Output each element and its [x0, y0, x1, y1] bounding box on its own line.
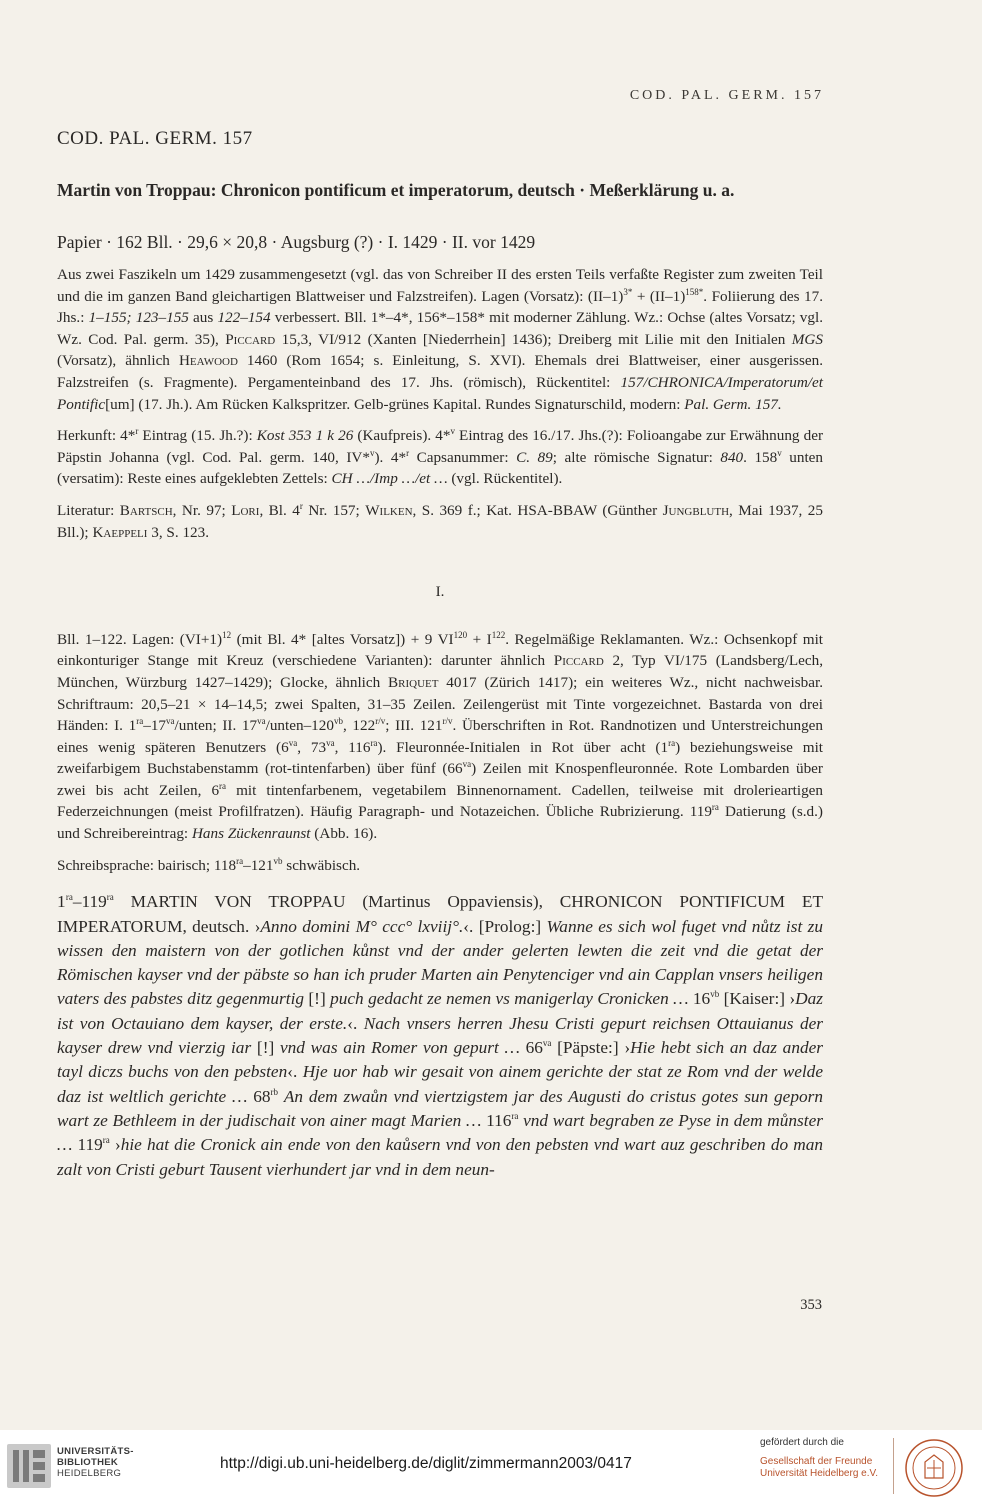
university-seal-icon — [904, 1438, 964, 1498]
physical-description: Papier · 162 Bll. · 29,6 × 20,8 · Augsburg (?) · I. 1429 · II. vor 1429 — [57, 232, 536, 252]
permalink-url[interactable]: http://digi.ub.uni-heidelberg.de/diglit/zimmermann2003/0417 — [220, 1455, 632, 1472]
literature: Literatur: Bartsch, Nr. 97; Lori, Bl. 4$^r$ Nr. 157; Wilken, S. 369 f.; Kat. HSA-BBAW (Günther Jungbluth, Mai 1937, 25 Bll.); Kaeppeli 3, S. 123. — [57, 500, 823, 541]
page-number: 353 — [800, 1297, 822, 1313]
codicological-description: Aus zwei Faszikeln um 1429 zusammengesetzt (vgl. das von Schreiber II des ersten Teils verfaßte Register zum zweiten Teil und die im ganzen Band gleichartigen Blattweiser und Falzstreifen). Lagen (Vorsatz): $(II-1)^{3*} + (II-1)^{158*}$. Foliierung des 17. Jhs.: 1–155; 123–155 aus 122–154 verbessert. Bll. 1*–4*, 156*–158* mit moderner Zählung. Wz.: Ochse (altes Vorsatz; vgl. Wz. Cod. Pal. germ. 35), Piccard 15,3, VI/912 (Xanten [Niederrhein] 1436); Dreiberg mit Lilie mit den Initialen MGS (Vorsatz), ähnlich Heawood 1460 (Rom 1654; s. Einleitung, S. XVI). Ehemals drei Blattweiser, einer ausgerissen. Falzstreifen (s. Fragmente). Pergamenteinband des 17. Jhs. (römisch), Rückentitel: 157/CHRONICA/Imperatorum/et Pontific[um] (17. Jh.). Am Rücken Kalkspritzer. Gelb-grünes Kapital. Rundes Signaturschild, modern: Pal. Germ. 157. — [57, 266, 824, 413]
text-entry: $1^{ra}-119^{ra}$ MARTIN VON TROPPAU (Martinus Oppaviensis), CHRONICON PONTIFICUM ET IMPERATORUM, deutsch. ›Anno domini M° ccc° lxviij°.‹. [Prolog:] Wanne es sich wol fuget vnd nůtz ist zu wissen den maistern von der gotlichen kůnst vnd der ander gelerten lewten die zeit vnd die getat der Römischen kayser vnd der päbste so han ich pruder Marten ain Penytenciger vnd ain Capplan vnsers heiligen vaters des pabstes ditz gegenmurtig [!] puch gedacht ze nemen vs manigerlay Cronicken … $16^{vb}$ [Kaiser:] ›Daz ist von Octauiano dem kayser, der erste.‹. Nach vnsers herren Jhesu Cristi gepurt reichsen Ottauianus der kayser drew vnd vierzig iar [!] vnd was ain Romer von gepurt … $66^{va}$ [Päpste:] ›Hie hebt sich an daz ander tayl diczs buchs von den pebsten‹. Hje uor hab wir gesait von ainem gerichte der stat ze Rom vnd der welde daz ist weltlich gerichte … $68^{rb}$ An dem zwaůn vnd viertzigstem jar des Augusti do cristus gotes sun geporn wart ze Bethleem in der judischait von ainer magt Marien … $116^{ra}$ vnd wart begraben ze Pyse in dem můnster … $119^{ra}$ ›hie hat die Cronick ain ende von den kaůsern vnd von den pebsten vnd wart auz geschriben do man zalt von Cristi geburt Tausent vierhundert jar vnd in dem neun- — [57, 892, 824, 1179]
provenance: Herkunft: 4*$^r$ Eintrag (15. Jh.?): Kost 353 1 k 26 (Kaufpreis). 4*$^v$ Eintrag des 16./17. Jhs.(?): Folioangabe zur Erwähnung der Päpstin Johanna (vgl. Cod. Pal. germ. 140, IV*$^v$). 4*$^r$ Capsanummer: C. 89; alte römische Signatur: 840. 158$^v$ unten (versatim): Reste eines aufgeklebten Zettels: CH …/Imp …/et … (vgl. Rückentitel). — [57, 426, 824, 488]
sponsor-caption: gefördert durch die — [760, 1437, 844, 1448]
catalog-entry — [57, 126, 823, 1182]
library-name[interactable]: UNIVERSITÄTS- BIBLIOTHEK HEIDELBERG — [57, 1446, 134, 1479]
footer-divider — [893, 1438, 894, 1494]
sponsor-name[interactable]: Gesellschaft der Freunde Universität Heidelberg e.V. — [760, 1456, 879, 1479]
writing-language: Schreibsprache: bairisch; $118^{ra}-121^{vb}$ schwäbisch. — [57, 855, 361, 874]
viewer-footer — [0, 1430, 982, 1502]
work-title: Martin von Troppau: Chronicon pontificum et imperatorum, deutsch · Meßerklärung u. a. — [57, 180, 735, 200]
running-head: COD. PAL. GERM. 157 — [629, 88, 824, 103]
codex-title: COD. PAL. GERM. 157 — [57, 128, 253, 149]
section-numeral: I. — [435, 583, 445, 601]
library-logo-icon[interactable] — [7, 1444, 51, 1488]
section-description: Bll. 1–122. Lagen: $(VI+1)^{12}$ (mit Bl. 4* [altes Vorsatz]) + 9 $VI^{120} + I^{122}$. Regelmäßige Reklamanten. Wz.: Ochsenkopf mit einkonturiger Stange mit Kreuz (verschiedene Varianten): darunter ähnlich Piccard 2, Typ VI/175 (Landsberg/Lech, München, Würzburg 1427–1429); Glocke, ähnlich Briquet 4017 (Zürich 1417); ein weiteres Wz., nicht nachweisbar. Schriftraum: 20,5–21 × 14–14,5; zwei Spalten, 31–35 Zeilen. Zeilengerüst mit Tinte vorgezeichnet. Bastarda von drei Händen: I. $1^{ra}-17^{va}$/unten; II. $17^{va}/unten-120^{vb}$, $122^{r/v}$; III. $121^{r/v}$. Überschriften in Rot. Randnotizen und Unterstreichungen eines wenig späteren Benutzers ($6^{va}$, $73^{va}$, $116^{ra}$). Fleuronnée-Initialen in Rot über acht $(1^{ra})$ beziehungsweise mit zweifarbigem Buchstabenstamm (rot-tintenfarben) über fünf $(66^{va})$ Zeilen mit Knospenfleuronnée. Rote Lombarden über zwei bis acht Zeilen, $6^{ra}$ mit tintenfarbenem, vegetabilem Binnenornament. Cadellen, teilweise mit drolerieartigen Federzeichnungen (meist Profilfratzen). Häufig Paragraph- und Notazeichen. Übliche Rubrizierung. $119^{ra}$ Datierung (s.d.) und Schreibereintrag: Hans Zückenraunst (Abb. 16). — [57, 629, 824, 843]
